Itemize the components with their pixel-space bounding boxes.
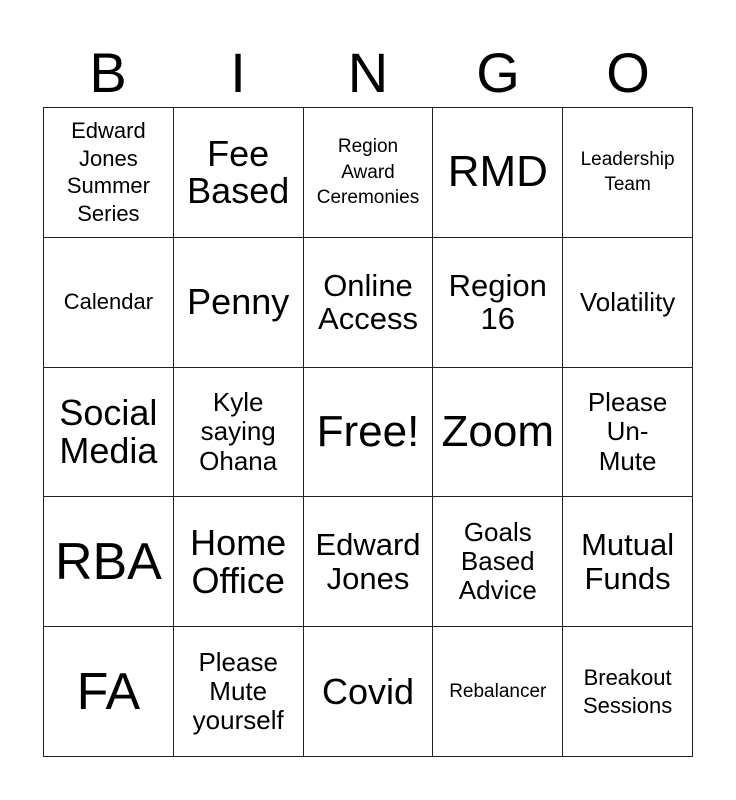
bingo-cell-label: RMD (447, 147, 548, 197)
header-letter-g: G (476, 41, 520, 104)
header-letter-o: O (606, 41, 650, 104)
bingo-cell-r3-c2[interactable] (174, 368, 304, 498)
bingo-cell-label: Calendar (63, 289, 154, 315)
bingo-cell-r2-c4[interactable] (433, 238, 563, 368)
bingo-cell-r1-c4[interactable] (433, 108, 563, 238)
bingo-cell-r2-c3[interactable] (304, 238, 434, 368)
bingo-cell-label: Free! (316, 406, 420, 456)
bingo-cell-label: Goals Based Advice (458, 517, 537, 606)
bingo-cell-label: Kyle saying Ohana (199, 387, 278, 476)
bingo-cell-label: Fee Based (187, 132, 290, 212)
bingo-cell-label: Rebalancer (449, 680, 547, 702)
bingo-cell-label: Region 16 (448, 267, 547, 337)
bingo-cell-r1-c2[interactable] (174, 108, 304, 238)
bingo-cell-label: Home Office (190, 521, 287, 601)
bingo-cell-r3-c1[interactable] (44, 368, 174, 498)
bingo-cell-label: Breakout Sessions (582, 665, 673, 718)
bingo-cell-label: Please Mute yourself (192, 646, 284, 736)
bingo-cell-label: Covid (321, 670, 415, 712)
bingo-cell-label: FA (76, 662, 141, 721)
bingo-cell-r5-c1[interactable] (44, 627, 174, 757)
bingo-cell-label: RBA (54, 532, 162, 591)
bingo-cell-r3-c4[interactable] (433, 368, 563, 498)
bingo-cell-label: Leadership Team (580, 148, 675, 196)
bingo-cell-label: Volatility (579, 286, 676, 317)
header-letter-b: B (89, 41, 127, 104)
bingo-cell-r1-c3[interactable] (304, 108, 434, 238)
bingo-cell-r5-c2[interactable] (174, 627, 304, 757)
bingo-cell-r4-c3[interactable] (304, 497, 434, 627)
bingo-cell-label: Social Media (59, 392, 158, 471)
bingo-cell-r2-c2[interactable] (174, 238, 304, 368)
bingo-cell-r5-c3[interactable] (304, 627, 434, 757)
header-letter-i: I (230, 41, 246, 104)
bingo-cell-label: Please Un- Mute (587, 387, 668, 476)
bingo-cell-r5-c4[interactable] (433, 627, 563, 757)
bingo-cell-r1-c1[interactable] (44, 108, 174, 238)
bingo-cell-r3-c3[interactable] (304, 368, 434, 498)
bingo-cell-r4-c2[interactable] (174, 497, 304, 627)
bingo-cell-r2-c1[interactable] (44, 238, 174, 368)
bingo-cell-r4-c5[interactable] (563, 497, 693, 627)
bingo-cell-label: Online Access (318, 267, 418, 337)
bingo-cell-r4-c4[interactable] (433, 497, 563, 627)
bingo-cell-r3-c5[interactable] (563, 368, 693, 498)
bingo-cell-r4-c1[interactable] (44, 497, 174, 627)
bingo-cell-r2-c5[interactable] (563, 238, 693, 368)
bingo-cell-r1-c5[interactable] (563, 108, 693, 238)
bingo-cell-label: Region Award Ceremonies (316, 135, 420, 209)
bingo-cell-r5-c5[interactable] (563, 627, 693, 757)
bingo-header (43, 40, 693, 106)
bingo-cell-label: Mutual Funds (581, 527, 675, 596)
bingo-card-grid (43, 107, 693, 757)
bingo-cell-label: Penny (187, 281, 290, 323)
bingo-cell-label: Edward Jones Summer Series (66, 118, 150, 226)
bingo-cell-label: Edward Jones (315, 527, 421, 596)
header-letter-n: N (347, 41, 389, 104)
bingo-cell-label: Zoom (441, 406, 555, 456)
